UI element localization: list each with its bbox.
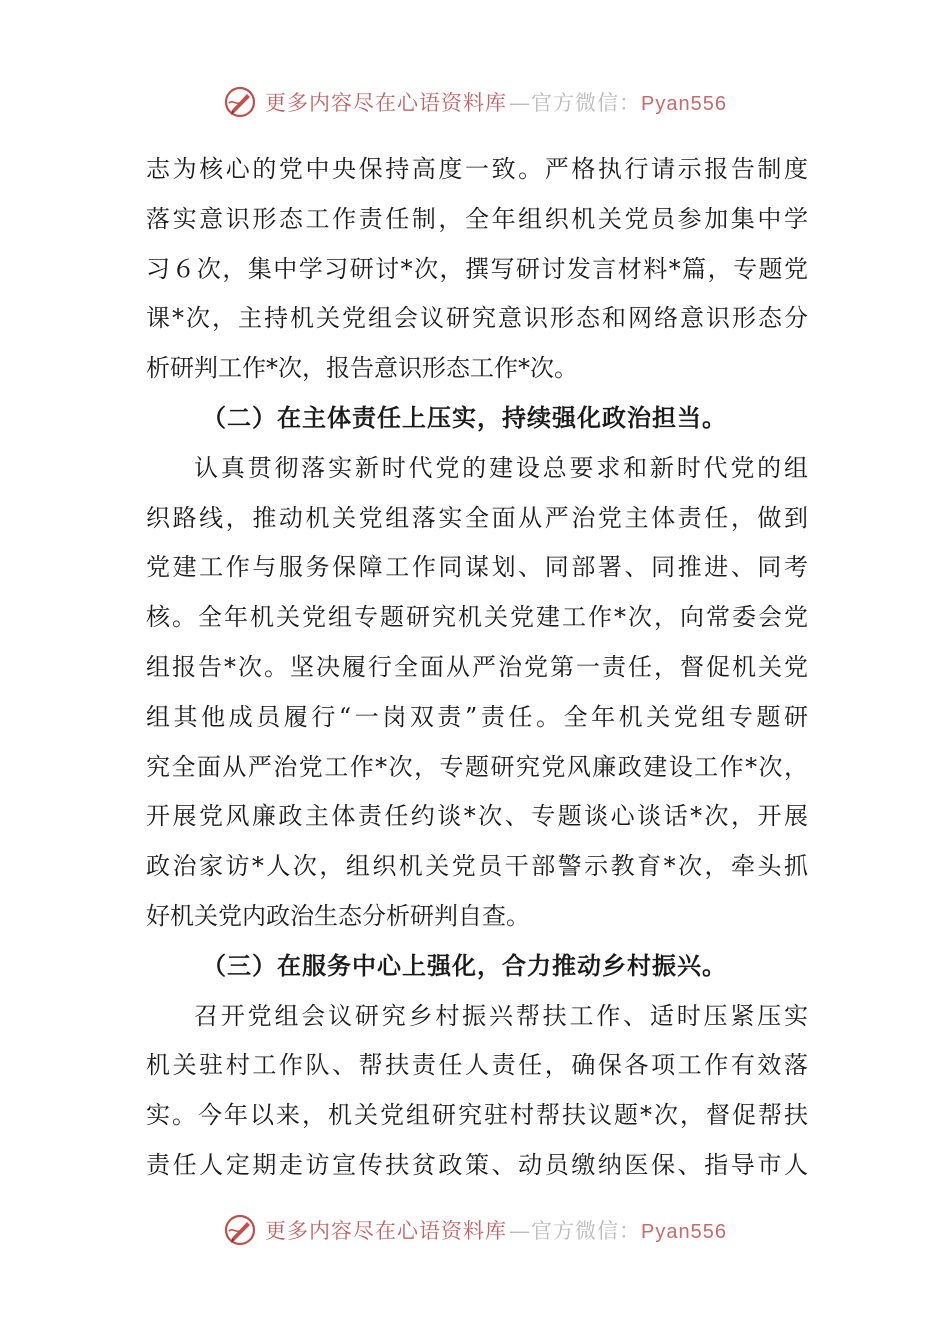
watermark-banner-bottom (0, 1208, 950, 1252)
text-line: 究全面从严治党工作*次，专题研究党风廉政建设工作*次， (146, 752, 808, 781)
text-line: 召开党组会议研究乡村振兴帮扶工作、适时压紧压实 (194, 1001, 808, 1030)
watermark-text (265, 1215, 727, 1245)
watermark-wechat-id: Pyan556 (641, 1221, 727, 1243)
text-line: 认真贯彻落实新时代党的建设总要求和新时代党的组 (194, 453, 808, 482)
text-line: 课*次，主持机关党组会议研究意识形态和网络意识形态分 (146, 304, 808, 333)
text-line: 党建工作与服务保障工作同谋划、同部署、同推进、同考 (146, 553, 808, 582)
section-heading: （二）在主体责任上压实，持续强化政治担当。 (202, 403, 727, 432)
text-line: 组其他成员履行“一岗双责”责任。全年机关党组专题研 (146, 702, 808, 731)
paragraph (146, 145, 808, 394)
text-line: 机关驻村工作队、帮扶责任人责任，确保各项工作有效落 (146, 1051, 808, 1080)
watermark-banner-top (0, 80, 950, 124)
watermark-wechat-text: —官方微信： (509, 91, 642, 115)
quill-pen-logo-icon (223, 85, 257, 119)
paragraph (146, 992, 808, 1191)
watermark-wechat-id: Pyan556 (641, 93, 727, 115)
watermark-library-text: 更多内容尽在心语资料库 (265, 91, 508, 115)
text-line: 好机关党内政治生态分析研判自查。 (146, 901, 530, 930)
document-body (146, 145, 808, 1191)
text-line: 开展党风廉政主体责任约谈*次、专题谈心谈话*次，开展 (146, 802, 808, 831)
text-line: 志为核心的党中央保持高度一致。严格执行请示报告制度 (146, 155, 808, 183)
text-line: 核。全年机关党组专题研究机关党建工作*次，向常委会党 (146, 603, 808, 632)
text-line: 落实意识形态工作责任制，全年组织机关党员参加集中学 (146, 204, 808, 233)
quill-pen-logo-icon (223, 1213, 257, 1247)
text-line: 习６次，集中学习研讨*次，撰写研讨发言材料*篇，专题党 (146, 254, 808, 283)
text-line: 责任人定期走访宣传扶贫政策、动员缴纳医保、指导市人 (146, 1150, 808, 1179)
watermark-library-text: 更多内容尽在心语资料库 (265, 1219, 508, 1243)
text-line: 政治家访*人次，组织机关党员干部警示教育*次，牵头抓 (146, 852, 808, 881)
text-line: 实。今年以来，机关党组研究驻村帮扶议题*次，督促帮扶 (146, 1101, 808, 1130)
text-line: 织路线，推动机关党组落实全面从严治党主体责任，做到 (146, 503, 808, 532)
watermark-text (265, 87, 727, 117)
text-line: 组报告*次。坚决履行全面从严治党第一责任，督促机关党 (146, 652, 808, 681)
section-heading: （三）在服务中心上强化，合力推动乡村振兴。 (202, 951, 727, 980)
watermark-wechat-text: —官方微信： (509, 1219, 642, 1243)
paragraph (146, 444, 808, 942)
text-line: 析研判工作*次，报告意识形态工作*次。 (146, 354, 578, 383)
